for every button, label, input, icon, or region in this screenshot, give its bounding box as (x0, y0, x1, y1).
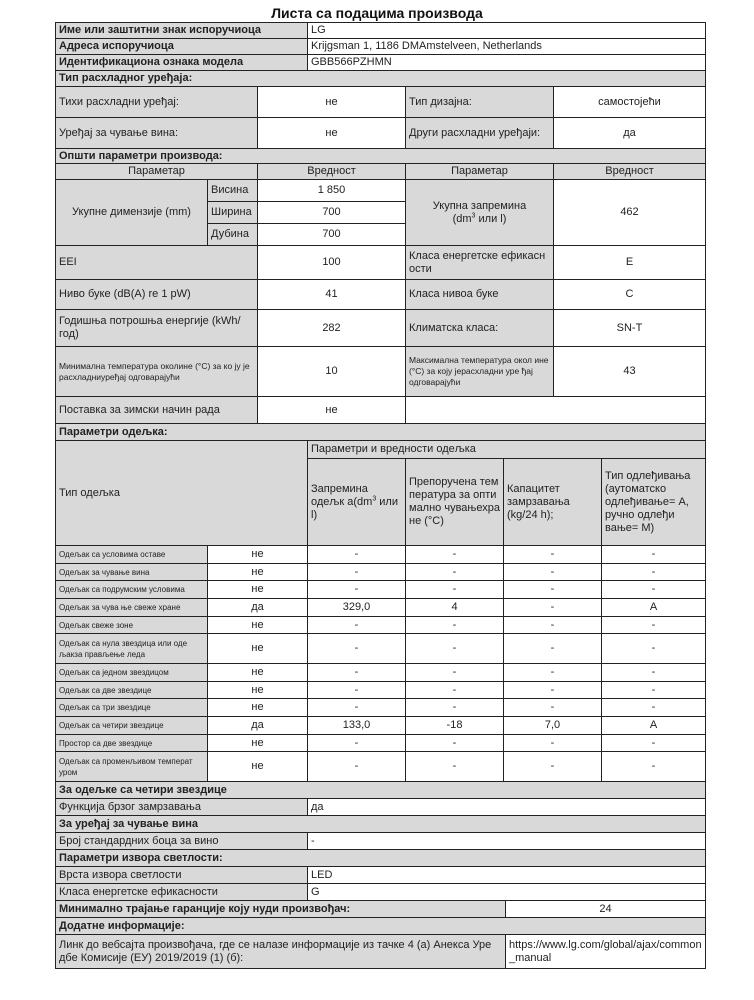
light-type-value: LED (308, 867, 706, 884)
supplier-address-row (56, 39, 706, 55)
compartment-temp: -18 (406, 717, 504, 735)
depth-value: 700 (258, 224, 406, 246)
compartment-defrost: - (602, 664, 706, 682)
wine-appliance-row (56, 118, 706, 149)
climate-class-label: Климатска класа: (406, 310, 554, 347)
winter-mode-label: Поставка за зимски начин рада (56, 397, 258, 424)
fast-freeze-row (56, 799, 706, 816)
annual-energy-label: Годишња потрошња енергије (kWh/ год) (56, 310, 258, 347)
annual-energy-row (56, 310, 706, 347)
compartments-section (56, 424, 706, 441)
compartment-defrost: - (602, 564, 706, 581)
compartment-temp: - (406, 664, 504, 682)
compartment-name: Одељак са две звездице (56, 682, 208, 699)
compartment-name: Одељак свеже зоне (56, 617, 208, 634)
compartment-temp: - (406, 617, 504, 634)
compartment-name: Одељак са подрумским условима (56, 581, 208, 599)
compartment-temp: - (406, 564, 504, 581)
compartment-present: да (208, 599, 308, 617)
table-row (56, 699, 706, 717)
warranty-row (56, 901, 706, 918)
compartment-present: не (208, 682, 308, 699)
eei-row (56, 246, 706, 280)
temp-header: Препоручена тем пература за опти мално чувањехра не (°C) (406, 459, 504, 546)
total-volume-unit-rest: или l) (475, 212, 507, 225)
max-temp-value: 43 (554, 347, 706, 397)
dimension-height-row (56, 180, 706, 202)
compartment-defrost: A (602, 717, 706, 735)
width-label: Ширина (208, 202, 258, 224)
width-value: 700 (258, 202, 406, 224)
freeze-header: Капацитет замрзавања (kg/24 h); (504, 459, 602, 546)
compartment-present: не (208, 581, 308, 599)
compartment-name: Одељак са нула звездица или оде љакза прављење леда (56, 634, 208, 664)
supplier-name-row (56, 23, 706, 39)
wine-appliance-label: Уређај за чување вина: (56, 118, 258, 149)
volume-header-sup: 3 (372, 494, 377, 502)
compartment-defrost: - (602, 617, 706, 634)
table-row (56, 546, 706, 564)
compartment-name: Одељак са променљивом температ уром (56, 752, 208, 782)
noise-value: 41 (258, 280, 406, 310)
noise-row (56, 280, 706, 310)
supplier-table (55, 22, 706, 87)
compartments-table (55, 423, 706, 782)
additional-info-title: Додатне информације: (56, 918, 706, 935)
noise-label: Ниво буке (dB(A) re 1 pW) (56, 280, 258, 310)
table-row (56, 717, 706, 735)
climate-class-value: SN-T (554, 310, 706, 347)
compartment-present: не (208, 664, 308, 682)
page-title: Листа са подацима производа (271, 5, 483, 21)
compartment-temp: - (406, 682, 504, 699)
compartment-name: Одељак са условима оставе (56, 546, 208, 564)
light-section (56, 850, 706, 867)
general-section (56, 149, 706, 164)
compartment-freeze: - (504, 617, 602, 634)
compartment-name: Одељак за чување вина (56, 564, 208, 581)
model-id-label: Идентификациона ознака модела (56, 55, 308, 71)
supplier-address-label: Адреса испоручиоца (56, 39, 308, 55)
energy-class-label: Класа енергетске ефикасн ости (406, 246, 554, 280)
general-title: Општи параметри производа: (56, 149, 706, 164)
compartment-freeze: - (504, 634, 602, 664)
compartment-present: не (208, 735, 308, 752)
total-volume-title: Укупна запремина (432, 199, 527, 212)
compartment-freeze: - (504, 682, 602, 699)
compartment-freeze: - (504, 599, 602, 617)
total-volume-value: 462 (554, 180, 706, 246)
manufacturer-link-row (56, 935, 706, 969)
four-star-title: За одељке са четири звездице (56, 782, 706, 799)
compartment-name: Одељак за чува ње свеже хране (56, 599, 208, 617)
compartment-volume: 329,0 (308, 599, 406, 617)
compartment-freeze: - (504, 581, 602, 599)
compartment-volume: - (308, 664, 406, 682)
light-class-row (56, 884, 706, 901)
compartment-volume: - (308, 581, 406, 599)
compartment-volume: - (308, 617, 406, 634)
table-row (56, 664, 706, 682)
model-id-value: GBB566PZHMN (308, 55, 706, 71)
volume-header-a: Запремина одељк а(dm (311, 482, 373, 508)
quiet-appliance-row (56, 87, 706, 118)
eei-label: EEI (56, 246, 258, 280)
wine-title: За уређај за чување вина (56, 816, 706, 833)
appliance-type-section (56, 71, 706, 87)
header-value-2: Вредност (554, 164, 706, 180)
volume-header-b: или l) (311, 495, 398, 521)
compartment-freeze: - (504, 664, 602, 682)
compartment-name: Одељак са четири звездице (56, 717, 208, 735)
compartment-present: да (208, 717, 308, 735)
compartment-freeze: - (504, 699, 602, 717)
quiet-appliance-value: не (258, 87, 406, 118)
warranty-label: Минимално трајање гаранције коју нуди произвођач: (56, 901, 506, 918)
light-class-label: Класа енергетске ефикасности (56, 884, 308, 901)
compartment-present: не (208, 752, 308, 782)
design-type-label: Тип дизајна: (406, 87, 554, 118)
warranty-value: 24 (506, 901, 706, 918)
noise-class-value: C (554, 280, 706, 310)
wine-bottles-value: - (308, 833, 706, 850)
compartment-temp: - (406, 735, 504, 752)
table-row (56, 581, 706, 599)
compartment-defrost: - (602, 581, 706, 599)
energy-class-value: E (554, 246, 706, 280)
compartment-defrost: A (602, 599, 706, 617)
eei-value: 100 (258, 246, 406, 280)
quiet-appliance-label: Тихи расхладни уређај: (56, 87, 258, 118)
compartment-volume: - (308, 634, 406, 664)
supplier-name-label: Име или заштитни знак испоручиоца (56, 23, 308, 39)
volume-header (308, 459, 406, 546)
compartment-present: не (208, 634, 308, 664)
compartment-volume: - (308, 752, 406, 782)
table-row (56, 634, 706, 664)
noise-class-label: Класа нивоа буке (406, 280, 554, 310)
fast-freeze-label: Функција брзог замрзавања (56, 799, 308, 816)
compartment-defrost: - (602, 634, 706, 664)
header-parameter-2: Параметар (406, 164, 554, 180)
compartment-temp: - (406, 581, 504, 599)
compartment-volume: - (308, 735, 406, 752)
compartment-defrost: - (602, 682, 706, 699)
dimensions-label: Укупне димензије (mm) (56, 180, 208, 246)
compartments-title: Параметри одељка: (56, 424, 706, 441)
four-star-section (56, 782, 706, 799)
compartment-temp: - (406, 634, 504, 664)
compartment-temp: - (406, 546, 504, 564)
compartment-freeze: - (504, 546, 602, 564)
table-row (56, 599, 706, 617)
wine-appliance-value: не (258, 118, 406, 149)
table-row (56, 752, 706, 782)
other-appliance-value: да (554, 118, 706, 149)
compartment-present: не (208, 564, 308, 581)
depth-label: Дубина (208, 224, 258, 246)
light-type-row (56, 867, 706, 884)
compartment-defrost: - (602, 699, 706, 717)
table-row (56, 735, 706, 752)
additional-info-section (56, 918, 706, 935)
compartment-params-header: Параметри и вредности одељка (308, 441, 706, 459)
compartment-freeze: - (504, 752, 602, 782)
general-header-row (56, 164, 706, 180)
compartment-temp: - (406, 699, 504, 717)
winter-mode-value: не (258, 397, 406, 424)
total-volume-label (406, 180, 554, 246)
additional-params-table (55, 781, 706, 969)
supplier-address-value: Krijgsman 1, 1186 DMAmstelveen, Netherlands (308, 39, 706, 55)
header-value-1: Вредност (258, 164, 406, 180)
compartment-freeze: - (504, 564, 602, 581)
header-parameter-1: Параметар (56, 164, 258, 180)
temperature-range-row (56, 347, 706, 397)
annual-energy-value: 282 (258, 310, 406, 347)
fast-freeze-value: да (308, 799, 706, 816)
compartment-volume: - (308, 682, 406, 699)
table-row (56, 564, 706, 581)
appliance-type-title: Тип расхладног уређаја: (56, 71, 706, 87)
total-volume-unit: (dm (452, 212, 472, 225)
unit-superscript: 3 (471, 211, 476, 219)
light-type-label: Врста извора светлости (56, 867, 308, 884)
min-temp-label: Минимална температура околине (°C) за ко ју је расхладниуређај одговарајући (56, 347, 258, 397)
compartment-defrost: - (602, 735, 706, 752)
wine-bottles-label: Број стандардних боца за вино (56, 833, 308, 850)
design-type-value: самостојећи (554, 87, 706, 118)
wine-bottles-row (56, 833, 706, 850)
winter-mode-row (56, 397, 706, 424)
compartment-temp: - (406, 752, 504, 782)
manufacturer-link-label: Линк до вебсајта произвођача, где се налазе информације из тачке 4 (а) Анекса Уре дбе Комисије (ЕУ) 2019/2019 (1) (б): (56, 935, 506, 969)
compartment-present: не (208, 699, 308, 717)
light-class-value: G (308, 884, 706, 901)
compartments-group-header (56, 441, 706, 459)
table-row (56, 617, 706, 634)
height-value: 1 850 (258, 180, 406, 202)
wine-section (56, 816, 706, 833)
supplier-name-value: LG (308, 23, 706, 39)
manufacturer-link-value[interactable]: https://www.lg.com/global/ajax/common _manual (506, 935, 706, 969)
compartment-defrost: - (602, 546, 706, 564)
model-id-row (56, 55, 706, 71)
compartment-present: не (208, 617, 308, 634)
compartment-type-header: Тип одељка (56, 441, 308, 546)
light-title: Параметри извора светлости: (56, 850, 706, 867)
compartment-volume: - (308, 546, 406, 564)
compartment-temp: 4 (406, 599, 504, 617)
other-appliance-label: Други расхладни уређаји: (406, 118, 554, 149)
compartment-volume: 133,0 (308, 717, 406, 735)
height-label: Висина (208, 180, 258, 202)
compartment-name: Одељак са три звездице (56, 699, 208, 717)
max-temp-label: Максимална температура окол ине (°C) за коју јерасхладни уре ђај одговарајући (406, 347, 554, 397)
defrost-header: Тип одлеђивања (аутоматско одлеђивање= А, ручно одлеђи вање= М) (602, 459, 706, 546)
compartment-volume: - (308, 699, 406, 717)
compartment-defrost: - (602, 752, 706, 782)
compartment-present: не (208, 546, 308, 564)
min-temp-value: 10 (258, 347, 406, 397)
compartment-freeze: 7,0 (504, 717, 602, 735)
compartment-freeze: - (504, 735, 602, 752)
empty-cell (406, 397, 706, 424)
table-row (56, 682, 706, 699)
compartment-volume: - (308, 564, 406, 581)
general-table (55, 86, 706, 424)
compartment-name: Простор са две звездице (56, 735, 208, 752)
compartment-name: Одељак са једном звездицом (56, 664, 208, 682)
